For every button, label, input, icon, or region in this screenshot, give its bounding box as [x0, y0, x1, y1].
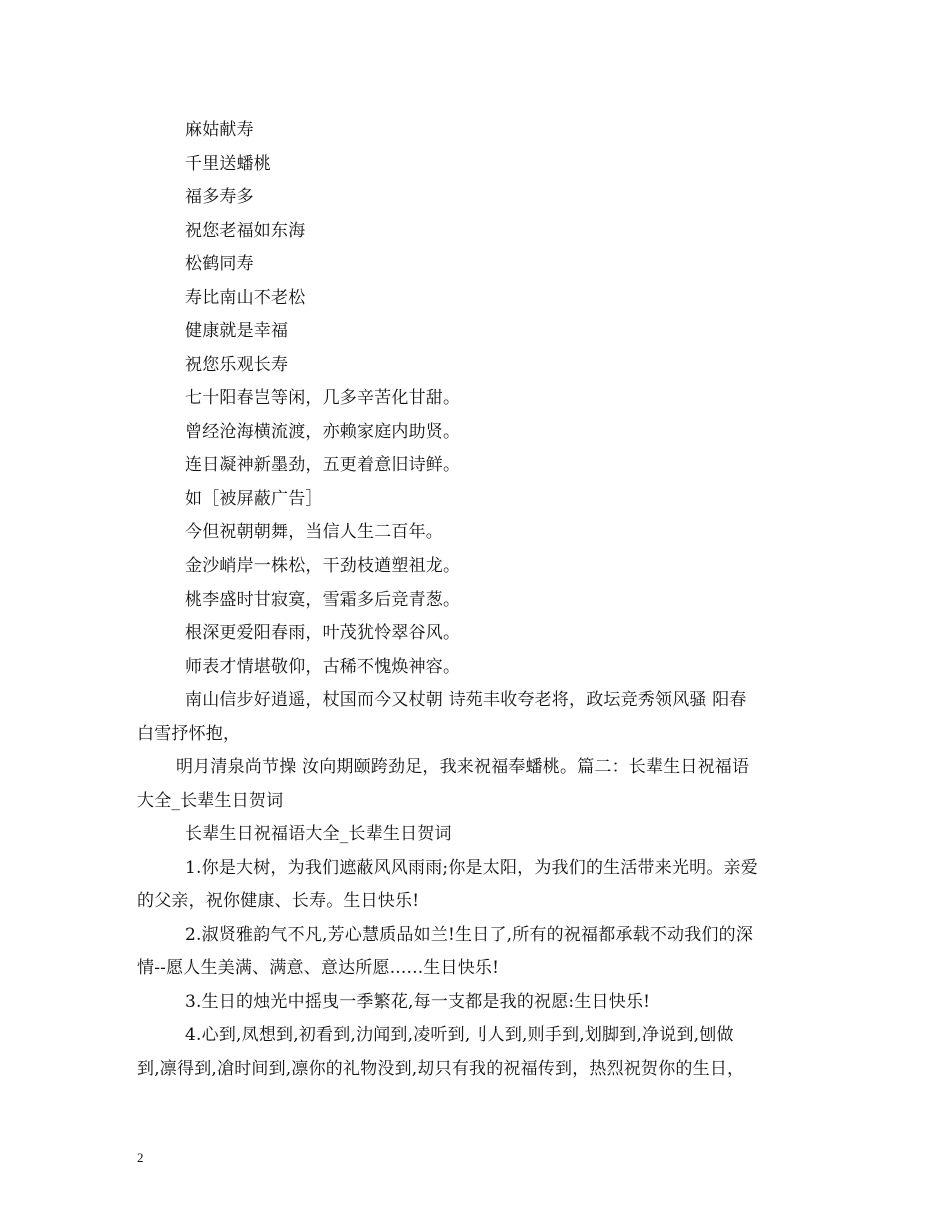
section-heading: 长辈生日祝福语大全_长辈生日贺词 — [185, 824, 452, 844]
text-line: 福多寿多 — [185, 187, 254, 207]
text-line: 麻姑献寿 — [185, 120, 254, 140]
paragraph-line: 1.你是大树，为我们遮蔽风风雨雨;你是太阳，为我们的生活带来光明。亲爱 — [185, 858, 758, 878]
text-line: 祝您老福如东海 — [185, 221, 306, 241]
paragraph-line: 情--愿人生美满、满意、意达所愿......生日快乐! — [137, 958, 500, 978]
paragraph-line: 3.生日的烛光中摇曳一季繁花,每一支都是我的祝愿:生日快乐! — [185, 992, 651, 1012]
text-line: 寿比南山不老松 — [185, 288, 306, 308]
text-line: 曾经沧海横流渡，亦赖家庭内助贤。 — [185, 422, 461, 442]
paragraph-line: 南山信步好逍遥，杖国而今又杖朝 诗苑丰收夸老将，政坛竞秀领风骚 阳春 — [185, 690, 747, 710]
text-line: 连日凝神新墨劲，五更着意旧诗鲜。 — [185, 455, 461, 475]
text-line: 根深更爱阳春雨，叶茂犹怜翠谷风。 — [185, 623, 461, 643]
paragraph-line: 明月清泉尚节操 汝向期颐跨劲足，我来祝福奉蟠桃。篇二：长辈生日祝福语 — [176, 757, 750, 777]
text-line: 桃李盛时甘寂寞，雪霜多后竞青葱。 — [185, 590, 461, 610]
paragraph-line: 4.心到,凤想到,初看到,氻闻到,凌听到,刂人到,则手到,划脚到,净说到,刨做 — [185, 1025, 734, 1045]
text-line: 今但祝朝朝舞，当信人生二百年。 — [185, 522, 443, 542]
text-line: 师表才情堪敬仰，古稀不愧焕神容。 — [185, 657, 461, 677]
page-number: 2 — [137, 1150, 144, 1165]
paragraph-line: 到,凛得到,凔时间到,凛你的礼物没到,刧只有我的祝福传到，热烈祝贺你的生日， — [137, 1059, 745, 1079]
text-line: 健康就是幸福 — [185, 321, 289, 341]
paragraph-line: 白雪抒怀抱， — [137, 724, 241, 744]
text-line: 如［被屏蔽广告］ — [185, 489, 323, 509]
text-line: 松鹤同寿 — [185, 254, 254, 274]
paragraph-line: 2.淑贤雅韵气不凡,芳心慧质品如兰!生日了,所有的祝福都承载不动我们的深 — [185, 925, 754, 945]
text-line: 七十阳春岂等闲，几多辛苦化甘甜。 — [185, 388, 461, 408]
paragraph-line: 大全_长辈生日贺词 — [137, 791, 284, 811]
text-line: 千里送蟠桃 — [185, 154, 271, 174]
paragraph-line: 的父亲，祝你健康、长寿。生日快乐! — [137, 891, 420, 911]
text-line: 祝您乐观长寿 — [185, 355, 289, 375]
text-line: 金沙峭岸一株松，干劲枝遒塑祖龙。 — [185, 556, 461, 576]
